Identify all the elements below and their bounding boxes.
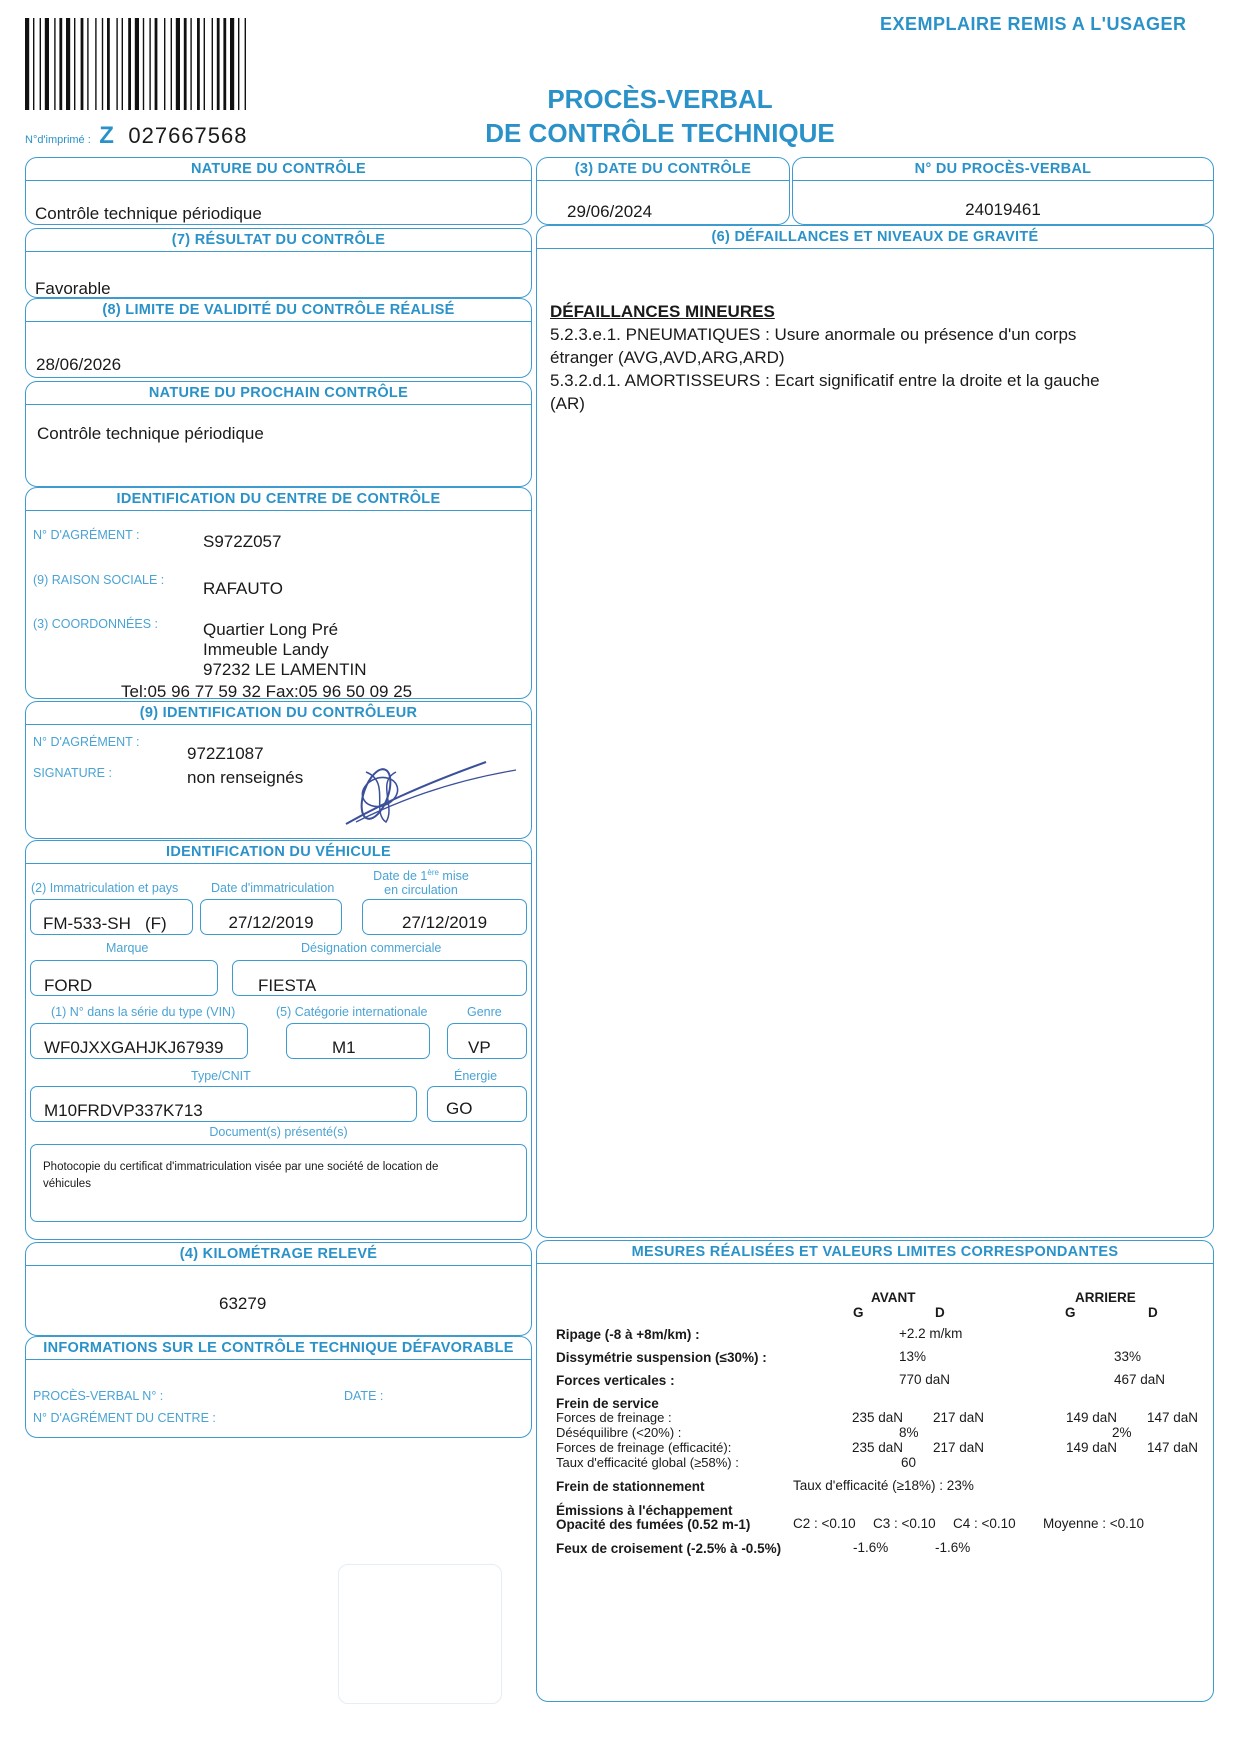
genre-value: VP [468, 1038, 491, 1057]
frein-service-label: Frein de service [556, 1396, 659, 1411]
opacite-moyenne: Moyenne : <0.10 [1043, 1516, 1144, 1531]
print-number-value: 027667568 [128, 123, 248, 148]
marque-label: Marque [106, 941, 149, 955]
marque-value: FORD [44, 976, 93, 995]
controller-agrement-value: 972Z1087 [187, 744, 264, 763]
date-box [536, 157, 790, 225]
categorie-value: M1 [332, 1038, 356, 1057]
nature-value: Contrôle technique périodique [35, 204, 262, 223]
barcode [25, 18, 295, 110]
ripage-label: Ripage (-8 à +8m/km) : [556, 1327, 700, 1342]
center-address-line2: Immeuble Landy [203, 640, 329, 659]
stamp-area [338, 1564, 502, 1704]
col-arriere: ARRIERE [1075, 1290, 1136, 1305]
controller-box [25, 701, 532, 839]
forces-vert-ar: 467 daN [1114, 1372, 1166, 1387]
defect-line-3: 5.3.2.d.1. AMORTISSEURS : Ecart significatif entre la droite et la gauche [550, 371, 1100, 390]
center-box [25, 487, 532, 699]
print-number [25, 122, 248, 150]
measures-header: MESURES RÉALISÉES ET VALEURS LIMITES CORRESPONDANTES [537, 1241, 1213, 1264]
energie-value: GO [446, 1099, 473, 1118]
unfavorable-date-label: DATE : [344, 1389, 384, 1403]
feux-d: -1.6% [935, 1540, 971, 1555]
dissym-ar: 33% [1114, 1349, 1142, 1364]
forces-vert-av: 770 daN [899, 1372, 951, 1387]
frein-stat-label: Frein de stationnement [556, 1479, 705, 1494]
immat-value: FM-533-SH (F) [43, 914, 167, 933]
genre-field [447, 1023, 527, 1059]
col-avant-g: G [853, 1305, 864, 1320]
vehicle-box [25, 840, 532, 1240]
print-number-letter: Z [99, 122, 114, 149]
unfavorable-pv-label: PROCÈS-VERBAL N° : [33, 1389, 164, 1403]
next-control-value: Contrôle technique périodique [37, 424, 264, 443]
first-circulation-field [362, 899, 527, 935]
immat-field [30, 899, 193, 935]
center-address-line3: 97232 LE LAMENTIN [203, 660, 367, 679]
taux-global-value: 60 [901, 1455, 917, 1470]
first-circulation-label-2: mise [438, 869, 469, 884]
first-circulation-value: 27/12/2019 [401, 913, 488, 932]
opacite-c4: C4 : <0.10 [953, 1516, 1016, 1531]
documents-value: Photocopie du certificat d'immatriculation visée par une société de location de véhicules [43, 1161, 439, 1190]
nature-header: NATURE DU CONTRÔLE [26, 158, 531, 181]
defect-line-1: 5.2.3.e.1. PNEUMATIQUES : Usure anormale ou présence d'un corps [550, 325, 1077, 344]
center-raison-value: RAFAUTO [203, 579, 283, 598]
date-immat-field [200, 899, 342, 935]
vin-value: WF0JXXGAHJKJ67939 [44, 1038, 224, 1057]
validity-value: 28/06/2026 [36, 355, 122, 374]
fe-ard: 147 daN [1147, 1440, 1199, 1455]
designation-field [232, 960, 527, 996]
pv-number-box [792, 157, 1214, 225]
documents-label: Document(s) présenté(s) [209, 1125, 348, 1139]
col-arriere-d: D [1148, 1305, 1158, 1320]
date-immat-label: Date d'immatriculation [211, 881, 335, 895]
nature-box [25, 157, 532, 225]
signature-scribble [336, 752, 536, 832]
defects-section-title: DÉFAILLANCES MINEURES [550, 302, 775, 321]
forces-frein-label: Forces de freinage : [556, 1410, 672, 1425]
opacite-c2: C2 : <0.10 [793, 1516, 856, 1531]
vehicle-header: IDENTIFICATION DU VÉHICULE [26, 841, 531, 864]
col-arriere-g: G [1065, 1305, 1076, 1320]
first-circulation-label [356, 866, 486, 897]
ff-avd: 217 daN [933, 1410, 985, 1425]
first-circulation-label-sup: ère [427, 868, 439, 877]
designation-label: Désignation commerciale [301, 941, 442, 955]
opacite-c3: C3 : <0.10 [873, 1516, 936, 1531]
document-title-line1: PROCÈS-VERBAL [547, 84, 773, 114]
dissym-label: Dissymétrie suspension (≤30%) : [556, 1350, 767, 1365]
defect-line-4: (AR) [550, 394, 585, 413]
center-coord-label: (3) COORDONNÉES : [33, 617, 159, 631]
pv-number-header: N° DU PROCÈS-VERBAL [793, 158, 1213, 181]
type-cnit-field [30, 1086, 417, 1122]
center-raison-label: (9) RAISON SOCIALE : [33, 573, 165, 587]
feux-label: Feux de croisement (-2.5% à -0.5%) [556, 1541, 782, 1556]
pv-number-value: 24019461 [965, 200, 1041, 219]
controller-signature-label: SIGNATURE : [33, 766, 112, 780]
dissym-av: 13% [899, 1349, 927, 1364]
immat-label: (2) Immatriculation et pays [31, 881, 179, 895]
center-header: IDENTIFICATION DU CENTRE DE CONTRÔLE [26, 488, 531, 511]
emissions-label: Émissions à l'échappement [556, 1503, 733, 1518]
marque-field [30, 960, 218, 996]
controller-header: (9) IDENTIFICATION DU CONTRÔLEUR [26, 702, 531, 725]
categorie-label: (5) Catégorie internationale [276, 1005, 428, 1019]
date-immat-value: 27/12/2019 [228, 913, 314, 932]
result-value: Favorable [35, 279, 111, 298]
next-control-header: NATURE DU PROCHAIN CONTRÔLE [26, 382, 531, 405]
unfavorable-box [25, 1336, 532, 1438]
desequilibre-label: Déséquilibre (<20%) : [556, 1425, 682, 1440]
energie-label: Énergie [454, 1069, 498, 1083]
defects-box [536, 225, 1214, 1238]
ripage-value: +2.2 m/km [899, 1326, 963, 1341]
fe-arg: 149 daN [1066, 1440, 1118, 1455]
measures-box [536, 1240, 1214, 1702]
opacite-label: Opacité des fumées (0.52 m-1) [556, 1517, 751, 1532]
forces-vert-label: Forces verticales : [556, 1373, 675, 1388]
defect-line-2: étranger (AVG,AVD,ARG,ARD) [550, 348, 785, 367]
deseq-av: 8% [899, 1425, 919, 1440]
first-circulation-label-1: Date de 1 [373, 869, 428, 884]
date-header: (3) DATE DU CONTRÔLE [537, 158, 789, 181]
center-agrement-label: N° D'AGRÉMENT : [33, 528, 140, 542]
date-value: 29/06/2024 [567, 202, 653, 221]
controller-signature-value: non renseignés [187, 768, 304, 787]
vin-field [30, 1023, 248, 1059]
unfavorable-header: INFORMATIONS SUR LE CONTRÔLE TECHNIQUE DÉFAVORABLE [26, 1337, 531, 1360]
first-circulation-label-3: en circulation [384, 883, 458, 898]
col-avant-d: D [935, 1305, 945, 1320]
ff-avg: 235 daN [852, 1410, 904, 1425]
feux-g: -1.6% [853, 1540, 889, 1555]
documents-field [30, 1144, 527, 1222]
frein-stat-value: Taux d'efficacité (≥18%) : 23% [793, 1478, 974, 1493]
mileage-box [25, 1242, 532, 1336]
center-phone: Tel:05 96 77 59 32 Fax:05 96 50 09 25 [121, 682, 413, 701]
designation-value: FIESTA [258, 976, 317, 995]
type-cnit-label: Type/CNIT [191, 1069, 251, 1083]
energie-field [427, 1086, 527, 1122]
document-title-line2: DE CONTRÔLE TECHNIQUE [485, 118, 835, 148]
forces-eff-label: Forces de freinage (efficacité): [556, 1440, 732, 1455]
validity-box [25, 298, 532, 378]
type-cnit-value: M10FRDVP337K713 [44, 1101, 203, 1120]
result-header: (7) RÉSULTAT DU CONTRÔLE [26, 229, 531, 252]
controller-agrement-label: N° D'AGRÉMENT : [33, 735, 140, 749]
center-address-line1: Quartier Long Pré [203, 620, 339, 639]
col-avant: AVANT [871, 1290, 916, 1305]
center-agrement-value: S972Z057 [203, 532, 282, 551]
vin-label: (1) N° dans la série du type (VIN) [51, 1005, 236, 1019]
unfavorable-agrement-label: N° D'AGRÉMENT DU CENTRE : [33, 1411, 216, 1425]
deseq-ar: 2% [1112, 1425, 1132, 1440]
ff-ard: 147 daN [1147, 1410, 1199, 1425]
validity-header: (8) LIMITE DE VALIDITÉ DU CONTRÔLE RÉALISÉ [26, 299, 531, 322]
fe-avd: 217 daN [933, 1440, 985, 1455]
result-box [25, 228, 532, 298]
categorie-field [286, 1023, 430, 1059]
print-number-label: N°d'imprimé : [25, 134, 91, 146]
ff-arg: 149 daN [1066, 1410, 1118, 1425]
taux-global-label: Taux d'efficacité global (≥58%) : [556, 1455, 739, 1470]
fe-avg: 235 daN [852, 1440, 904, 1455]
mileage-value: 63279 [219, 1294, 267, 1313]
genre-label: Genre [467, 1005, 502, 1019]
defects-header: (6) DÉFAILLANCES ET NIVEAUX DE GRAVITÉ [537, 226, 1213, 249]
copy-label: EXEMPLAIRE REMIS A L'USAGER [880, 14, 1187, 34]
mileage-header: (4) KILOMÉTRAGE RELEVÉ [26, 1243, 531, 1266]
next-control-box [25, 381, 532, 487]
